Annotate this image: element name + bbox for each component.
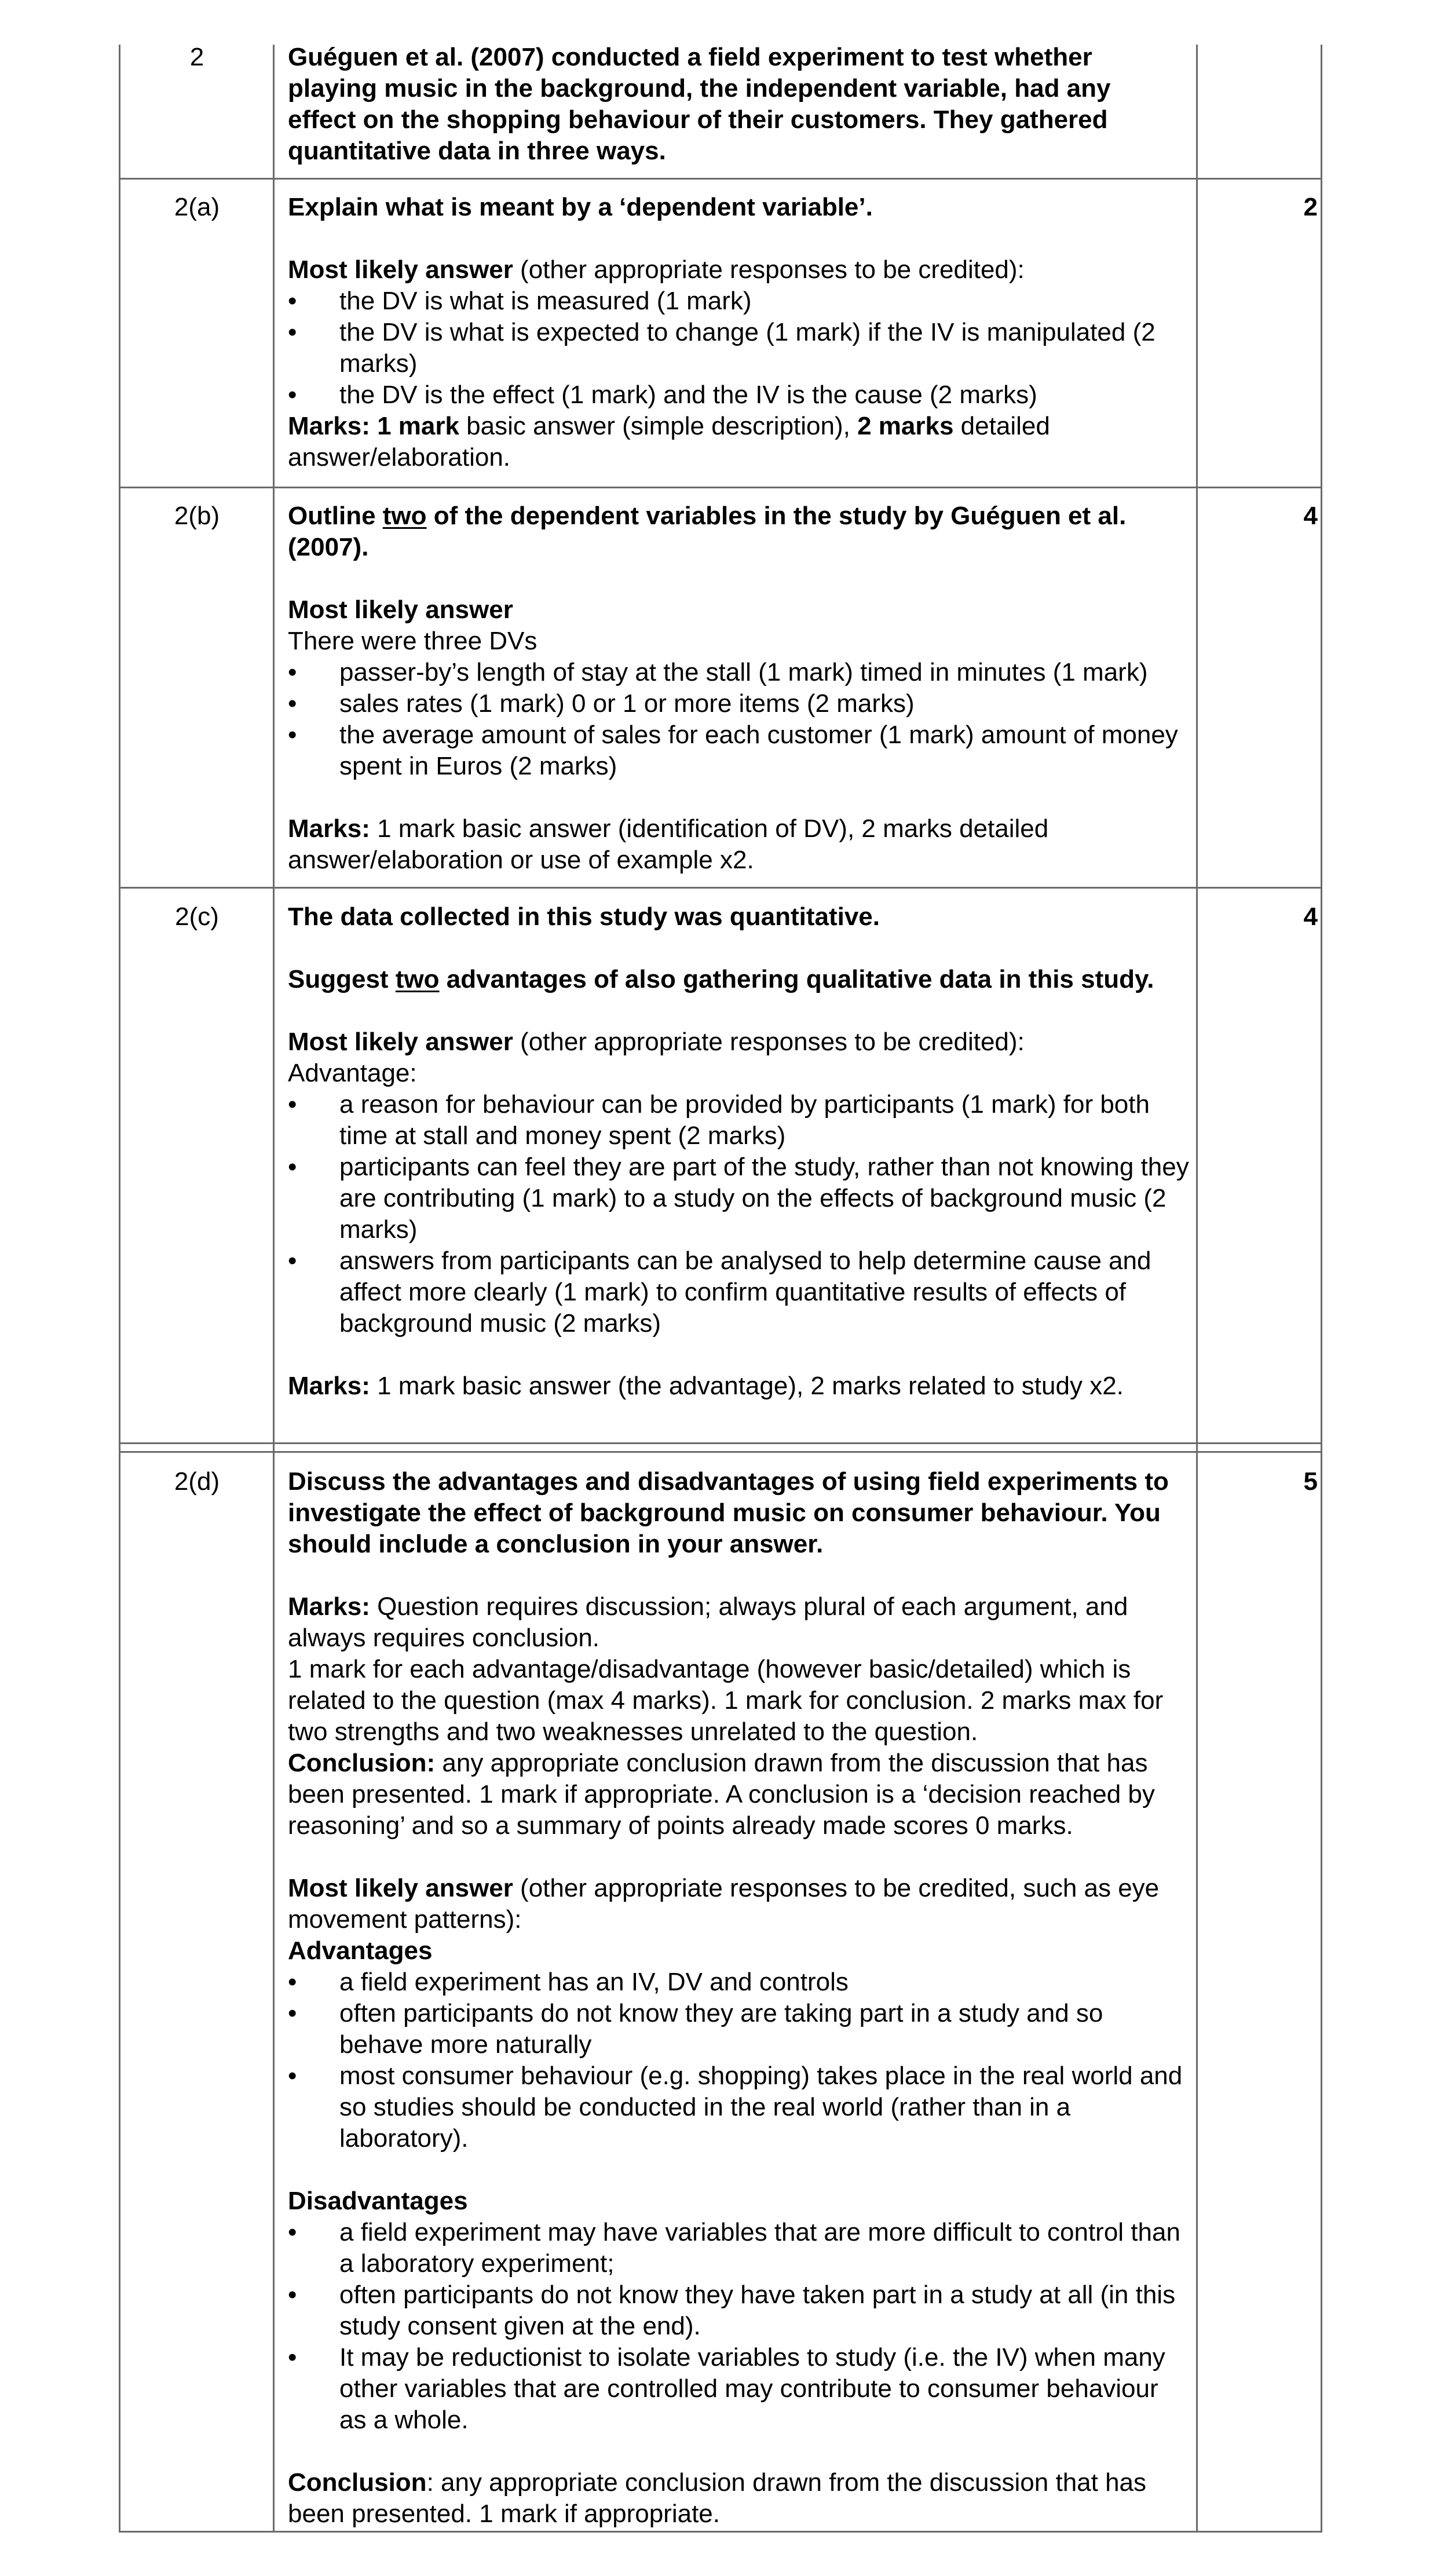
list-item: • sales rates (1 mark) 0 or 1 or more items (2 marks) — [288, 688, 1191, 719]
marks-guidance — [288, 411, 1191, 473]
list-item: • a reason for behaviour can be provided by participants (1 mark) for both time at stall and money spent (2 marks) — [288, 1089, 1191, 1152]
answer-note: (other appropriate responses to be credited): — [513, 1028, 1025, 1056]
stem-line: quantitative data in three ways. — [288, 137, 666, 165]
conclusion-label: Conclusion: — [288, 1749, 436, 1777]
marks-label: Marks: — [288, 1592, 370, 1621]
conclusion-label: Conclusion — [288, 2468, 427, 2497]
list-item: • a field experiment has an IV, DV and controls — [288, 1967, 1191, 1998]
marks-value: 4 — [1303, 902, 1318, 931]
marks-value: 2 — [1303, 193, 1318, 221]
table-column-divider-number — [273, 45, 275, 2533]
answer-intro — [288, 254, 1191, 286]
answer-heading: Most likely answer — [288, 1874, 513, 1902]
list-item: • often participants do not know they have taken part in a study at all (in this study consent given at the end). — [288, 2279, 1191, 2342]
marks-guidance — [288, 1371, 1191, 1402]
list-item: • participants can feel they are part of the study, rather than not knowing they are contributing (1 mark) to a study on the effects of background music (2 marks) — [288, 1152, 1191, 1245]
answer-heading: Most likely answer — [288, 255, 513, 284]
marks-text: 1 mark basic answer (the advantage), 2 marks related to study x2. — [370, 1372, 1124, 1400]
conclusion-text: : any appropriate conclusion drawn from the discussion that has been presented. 1 mark if appropriate. — [288, 2468, 1147, 2528]
list-item: • the DV is what is expected to change (1 mark) if the IV is manipulated (2 marks) — [288, 317, 1191, 379]
stem-line: playing music in the background, the independent variable, had any — [288, 74, 1111, 103]
question-content — [288, 901, 1191, 1402]
marks-label: Marks: — [288, 814, 370, 843]
question-text: Discuss the advantages and disadvantages of using field experiments to investigate the effect of background music on consumer behaviour. You should include a conclusion in your answer. — [288, 1467, 1169, 1558]
marks-detail: 1 mark for each advantage/disadvantage (however basic/detailed) which is related to the question (max 4 marks). 1 mark for conclusion. 2 marks max for two strengths and two weaknesses unrelated to the question. — [288, 1655, 1164, 1746]
list-item: • most consumer behaviour (e.g. shopping) takes place in the real world and so studies should be conducted in the real world (rather than in a laboratory). — [288, 2060, 1191, 2154]
question-number: 2(d) — [174, 1467, 220, 1496]
conclusion-guidance — [288, 1748, 1191, 1841]
row-divider — [119, 887, 1322, 889]
marks-guidance — [288, 813, 1191, 876]
answer-intro — [288, 1026, 1191, 1058]
marks-text: Question requires discussion; always plural of each argument, and always requires conclusion. — [288, 1592, 1128, 1652]
answer-intro: There were three DVs — [288, 627, 537, 655]
row-divider — [119, 487, 1322, 488]
question-number: 2(b) — [174, 502, 220, 530]
list-item: • often participants do not know they are taking part in a study and so behave more naturally — [288, 1998, 1191, 2060]
conclusion-text: any appropriate conclusion drawn from the discussion that has been presented. 1 mark if appropriate. A conclusion is a ‘decision reached by reasoning’ and so a summary of points already made scores 0 marks. — [288, 1749, 1155, 1840]
row-divider — [119, 1442, 1322, 1444]
disadvantages-heading: Disadvantages — [288, 2187, 468, 2215]
question-number: 2(c) — [175, 902, 219, 931]
question-text: The data collected in this study was quantitative. — [288, 902, 880, 931]
disadvantages-list — [288, 2217, 1191, 2436]
question-number: 2 — [189, 43, 204, 71]
answer-note: (other appropriate responses to be credited): — [513, 255, 1025, 284]
question-text-part: of the dependent variables in the study by Guéguen et al. (2007). — [288, 502, 1127, 561]
marks-value: 5 — [1303, 1467, 1318, 1496]
answer-heading: Most likely answer — [288, 595, 513, 624]
marks-text: 1 mark basic answer (identification of DV), 2 marks detailed answer/elaboration or use of example x2. — [288, 814, 1049, 874]
list-item: • the average amount of sales for each customer (1 mark) amount of money spent in Euros (2 marks) — [288, 719, 1191, 782]
answer-list — [288, 286, 1191, 411]
marks-value: 4 — [1303, 502, 1318, 530]
answer-heading: Most likely answer — [288, 1028, 513, 1056]
marks-label: 2 marks — [857, 412, 954, 440]
marks-label: Marks: 1 mark — [288, 412, 459, 440]
marks-text: detailed answer/elaboration. — [288, 412, 1050, 472]
table-bottom-border — [119, 2531, 1322, 2533]
marks-text: basic answer (simple description), — [459, 412, 858, 440]
final-conclusion — [288, 2467, 1191, 2530]
list-item: • a field experiment may have variables that are more difficult to control than a laboratory experiment; — [288, 2217, 1191, 2279]
marks-guidance — [288, 1591, 1191, 1654]
stem-line: Guéguen et al. (2007) conducted a field experiment to test whether — [288, 43, 1092, 71]
answer-note: (other appropriate responses to be credited, such as eye movement patterns): — [288, 1874, 1160, 1934]
table-column-divider-marks — [1196, 45, 1198, 2533]
advantage-label: Advantage: — [288, 1059, 417, 1087]
table-left-border — [119, 45, 120, 2533]
question-stem — [288, 42, 1191, 167]
question-text-part: Outline — [288, 502, 383, 530]
question-emphasis: two — [395, 965, 440, 993]
list-item: • passer-by’s length of stay at the stall (1 mark) timed in minutes (1 mark) — [288, 657, 1191, 688]
question-text: Explain what is meant by a ‘dependent variable’. — [288, 193, 873, 221]
advantages-list — [288, 1967, 1191, 2154]
question-text — [288, 500, 1191, 563]
question-emphasis: two — [382, 502, 427, 530]
question-number: 2(a) — [174, 193, 220, 221]
answer-list — [288, 1089, 1191, 1339]
marks-label: Marks: — [288, 1372, 370, 1400]
question-text-part: advantages of also gathering qualitative data in this study. — [439, 965, 1154, 993]
answer-list — [288, 657, 1191, 782]
stem-line: effect on the shopping behaviour of their customers. They gathered — [288, 105, 1108, 134]
list-item: • answers from participants can be analysed to help determine cause and affect more clearly (1 mark) to confirm quantitative results of effects of background music (2 marks) — [288, 1245, 1191, 1339]
question-content — [288, 192, 1191, 473]
row-divider — [119, 1451, 1322, 1453]
advantages-heading: Advantages — [288, 1936, 433, 1965]
question-content — [288, 1466, 1191, 2530]
question-text — [288, 964, 1191, 995]
list-item: • the DV is the effect (1 mark) and the IV is the cause (2 marks) — [288, 379, 1191, 411]
answer-intro — [288, 1873, 1191, 1935]
list-item: • the DV is what is measured (1 mark) — [288, 286, 1191, 317]
question-text-part: Suggest — [288, 965, 396, 993]
list-item: • It may be reductionist to isolate variables to study (i.e. the IV) when many other variables that are controlled may contribute to consumer behaviour as a whole. — [288, 2342, 1191, 2436]
question-content — [288, 500, 1191, 876]
row-divider — [119, 178, 1322, 180]
table-right-border — [1321, 45, 1322, 2533]
